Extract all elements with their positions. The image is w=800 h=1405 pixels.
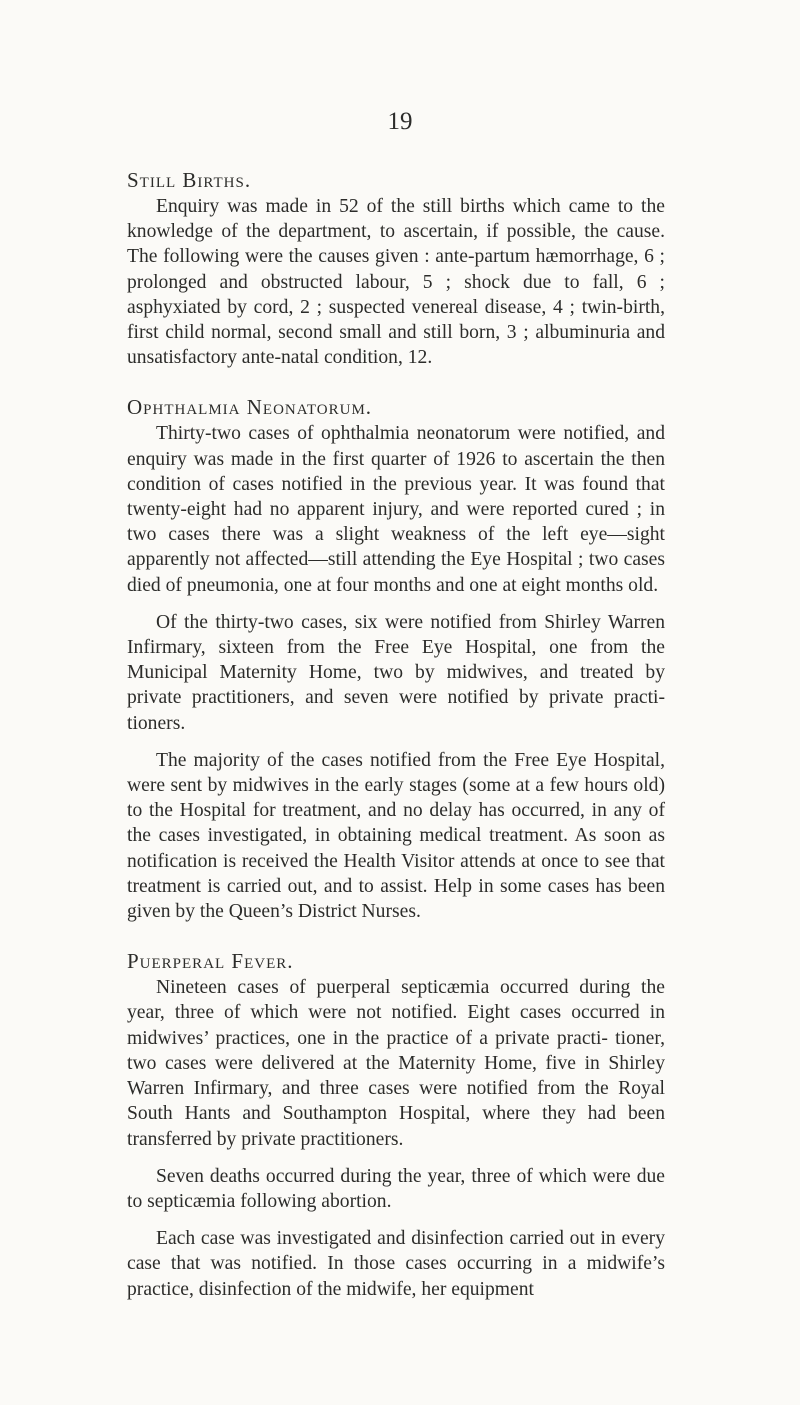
section-spacer [127, 370, 665, 393]
paragraph-spacer [127, 1152, 665, 1164]
paragraph-spacer [127, 598, 665, 610]
page-number: 19 [387, 108, 413, 135]
section-heading: Puerperal Fever. [127, 949, 294, 974]
section-puerperal-fever [127, 947, 665, 1301]
section-heading: Ophthalmia Neonatorum. [127, 395, 373, 420]
section-still-births [127, 166, 665, 370]
paragraph: The majority of the cases notified from the Free Eye Hospital, were sent by midwives in the early stages (some at a few hours old) to the Hospital for treatment, and no delay has occurred, in any of the cases investigated, in obtaining medical treatment. As soon as notification is received the Health Visitor attends at once to see that treatment is carried out, and to assist. Help in some cases has been given by the Queen’s District Nurses. [127, 749, 665, 923]
paragraph: Of the thirty-two cases, six were notified from Shirley Warren Infirmary, sixteen from the Free Eye Hospital, one from the Municipal Maternity Home, two by midwives, and treated by private practitioners, and seven were notified by private practi- tioners. [127, 611, 665, 734]
paragraph-spacer [127, 1214, 665, 1226]
section-ophthalmia-neonatorum [127, 393, 665, 924]
paragraph: Each case was investigated and disinfection carried out in every case that was notified. In those cases occurring in a midwife’s practice, disinfection of the midwife, her equipment [127, 1228, 665, 1300]
paragraph: Enquiry was made in 52 of the still births which came to the knowledge of the department, to ascertain, if possible, the cause. The following were the causes given : ante-partum hæmorrhage, 6 ; prolonged and obstructed labour, 5 ; shock due to fall, 6 ; asphyxiated by cord, 2 ; suspected venereal disease, 4 ; twin-birth, first child normal, second small and still born, 3 ; albuminuria and unsatisfactory ante-natal condition, 12. [127, 196, 665, 369]
paragraph-spacer [127, 736, 665, 748]
section-heading: Still Births. [127, 168, 252, 192]
paragraph: Thirty-two cases of ophthalmia neonatorum were notified, and enquiry was made in the first quarter of 1926 to ascertain the then condition of cases notified in the previous year. It was found that twenty-eight had no apparent injury, and were reported cured ; in two cases there was a slight weakness of the left eye—sight apparently not affected—still attending the Eye Hospital ; two cases died of pneumonia, one at four months and one at eight months old. [127, 423, 665, 596]
paragraph: Nineteen cases of puerperal septicæmia occurred during the year, three of which were not notified. Eight cases occurred in midwives’ practices, one in the practice of a private practi- tioner, two cases were delivered at the Maternity Home, five in Shirley Warren Infirmary, and three cases were notified from the Royal South Hants and Southampton Hospital, where they had been transferred by private practitioners. [127, 977, 665, 1150]
page-content [127, 166, 665, 1302]
section-spacer [127, 924, 665, 947]
paragraph: Seven deaths occurred during the year, three of which were due to septicæmia following abortion. [127, 1165, 665, 1212]
